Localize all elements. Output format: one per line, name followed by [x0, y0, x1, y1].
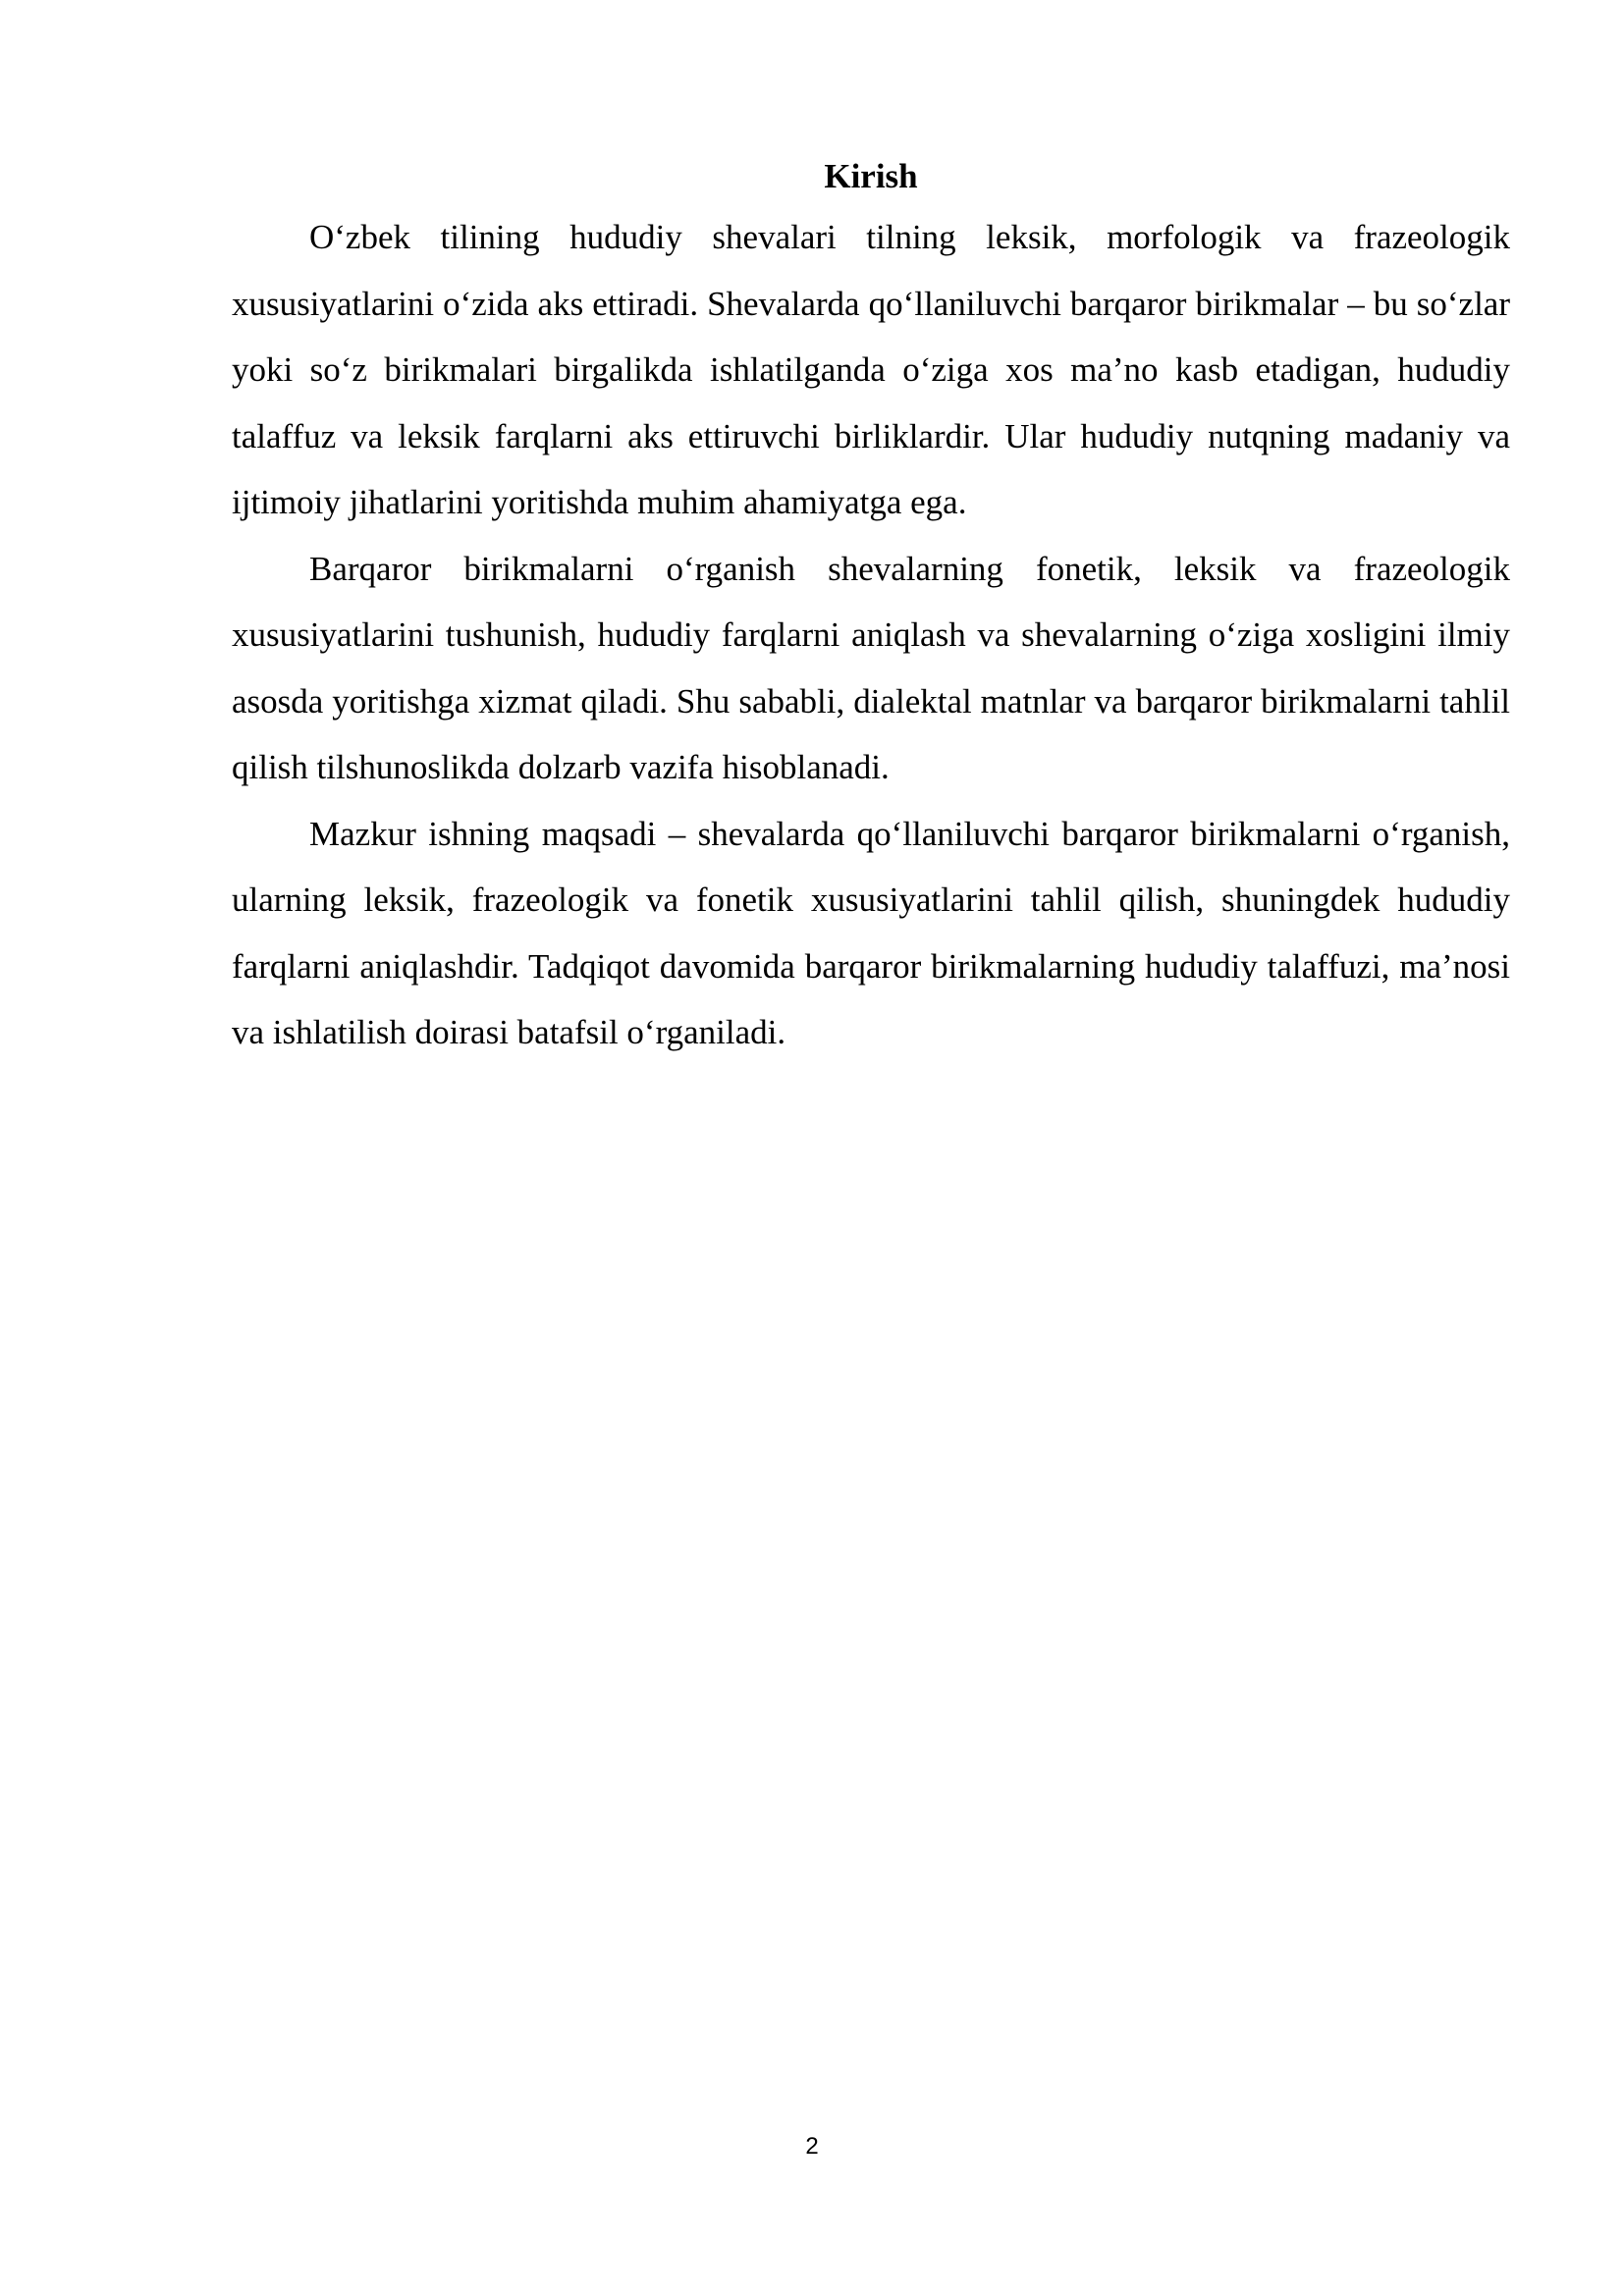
paragraph-2: Barqaror birikmalarni o‘rganish shevalarning fonetik, leksik va frazeologik xususiyatlarini tushunish, hududiy farqlarni aniqlash va shevalarning o‘ziga xosligini ilmiy asosda yoritishga xizmat qiladi. Shu sababli, dialektal matnlar va barqaror birikmalarni tahlil qilish tilshunoslikda dolzarb vazifa hisoblanadi.: [232, 549, 1510, 786]
paragraph-3: Mazkur ishning maqsadi – shevalarda qo‘llaniluvchi barqaror birikmalarni o‘rganish, ularning leksik, frazeologik va fonetik xususiyatlarini tahlil qilish, shuningdek hududiy farqlarni aniqlashdir. Tadqiqot davomida barqaror birikmalarning hududiy talaffuzi, ma’nosi va ishlatilish doirasi batafsil o‘rganiladi.: [232, 814, 1510, 1051]
paragraph-1: O‘zbek tilining hududiy shevalari tilning leksik, morfologik va frazeologik xususiyatlarini o‘zida aks ettiradi. Shevalarda qo‘llaniluvchi barqaror birikmalar – bu so‘zlar yoki so‘z birikmalari birgalikda ishlatilganda o‘ziga xos ma’no kasb etadigan, hududiy talaffuz va leksik farqlarni aks ettiruvchi birliklardir. Ular hududiy nutqning madaniy va ijtimoiy jihatlarini yoritishda muhim ahamiyatga ega.: [232, 218, 1510, 521]
document-body: [232, 149, 1510, 1066]
page-number: 2: [805, 2133, 819, 2160]
section-title: Kirish: [824, 157, 918, 195]
